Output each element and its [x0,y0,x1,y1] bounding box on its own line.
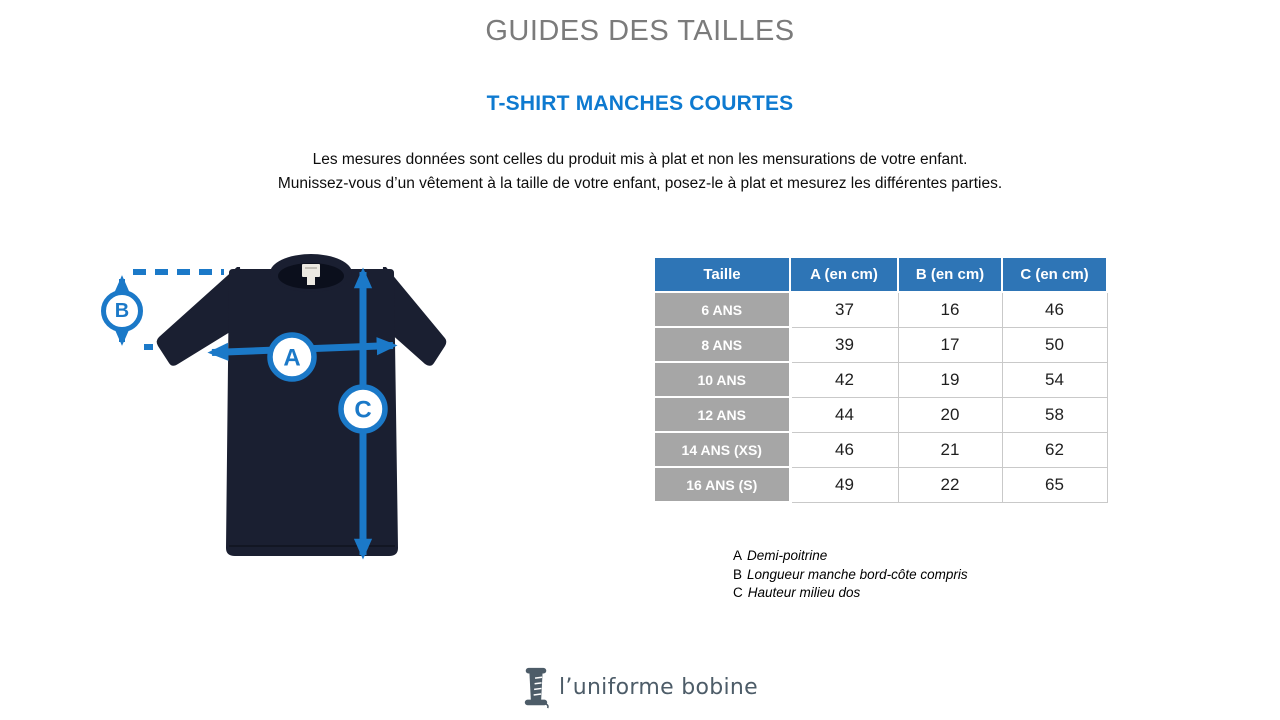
legend-item [733,584,968,603]
size-table-header-row [655,258,1107,292]
legend-text: Demi-poitrine [747,548,828,563]
value-a: 42 [790,362,898,397]
legend-key: C [733,585,743,600]
value-b: 16 [898,292,1002,327]
tshirt-label-tab [307,277,315,285]
table-row [655,362,1107,397]
size-cell: 10 ANS [655,362,790,397]
measure-a-label: A [283,344,301,372]
size-table-header-taille: Taille [655,258,790,292]
value-c: 50 [1002,327,1107,362]
table-row [655,432,1107,467]
value-b: 17 [898,327,1002,362]
size-table [655,258,1108,503]
brand-logo [522,666,758,709]
legend-item [733,547,968,566]
value-c: 54 [1002,362,1107,397]
bobbin-icon [522,666,550,709]
table-row [655,292,1107,327]
page-title: GUIDES DES TAILLES [485,15,795,47]
measure-b-badge [104,293,141,330]
size-table-header-c: C (en cm) [1002,258,1107,292]
measure-c-badge [341,387,385,431]
size-cell: 16 ANS (S) [655,467,790,502]
legend-text: Longueur manche bord-côte compris [747,566,968,582]
legend-item [733,566,968,585]
size-table-header-b: B (en cm) [898,258,1002,292]
size-cell: 6 ANS [655,292,790,327]
size-table-header-a: A (en cm) [790,258,898,292]
tshirt-label [302,264,320,277]
value-a: 49 [790,467,898,502]
tshirt-measure-diagram [90,245,460,580]
value-b: 20 [898,397,1002,432]
size-cell: 14 ANS (XS) [655,432,790,467]
value-b: 19 [898,362,1002,397]
measure-legend [733,547,968,603]
intro-text [0,148,1280,196]
legend-key: A [733,548,743,563]
table-row [655,467,1107,502]
page-subtitle: T-SHIRT MANCHES COURTES [486,92,794,115]
value-c: 62 [1002,432,1107,467]
intro-line-2: Munissez-vous d’un vêtement à la taille de votre enfant, posez-le à plat et mesurez les différentes parties. [277,175,1003,192]
brand-name: l’uniforme bobine [558,675,759,700]
legend-text: Hauteur milieu dos [747,585,861,600]
value-b: 21 [898,432,1002,467]
value-a: 44 [790,397,898,432]
legend-key: B [733,566,743,582]
intro-line-1: Les mesures données sont celles du produit mis à plat et non les mensurations de votre enfant. [312,151,968,168]
value-a: 46 [790,432,898,467]
size-cell: 8 ANS [655,327,790,362]
tshirt-graphic [157,254,447,556]
value-c: 65 [1002,467,1107,502]
measure-b-label: B [114,300,130,322]
table-row [655,327,1107,362]
measure-c-label: C [354,396,372,424]
measure-a-badge [270,335,314,379]
value-a: 39 [790,327,898,362]
value-b: 22 [898,467,1002,502]
value-c: 46 [1002,292,1107,327]
size-cell: 12 ANS [655,397,790,432]
table-row [655,397,1107,432]
value-a: 37 [790,292,898,327]
value-c: 58 [1002,397,1107,432]
